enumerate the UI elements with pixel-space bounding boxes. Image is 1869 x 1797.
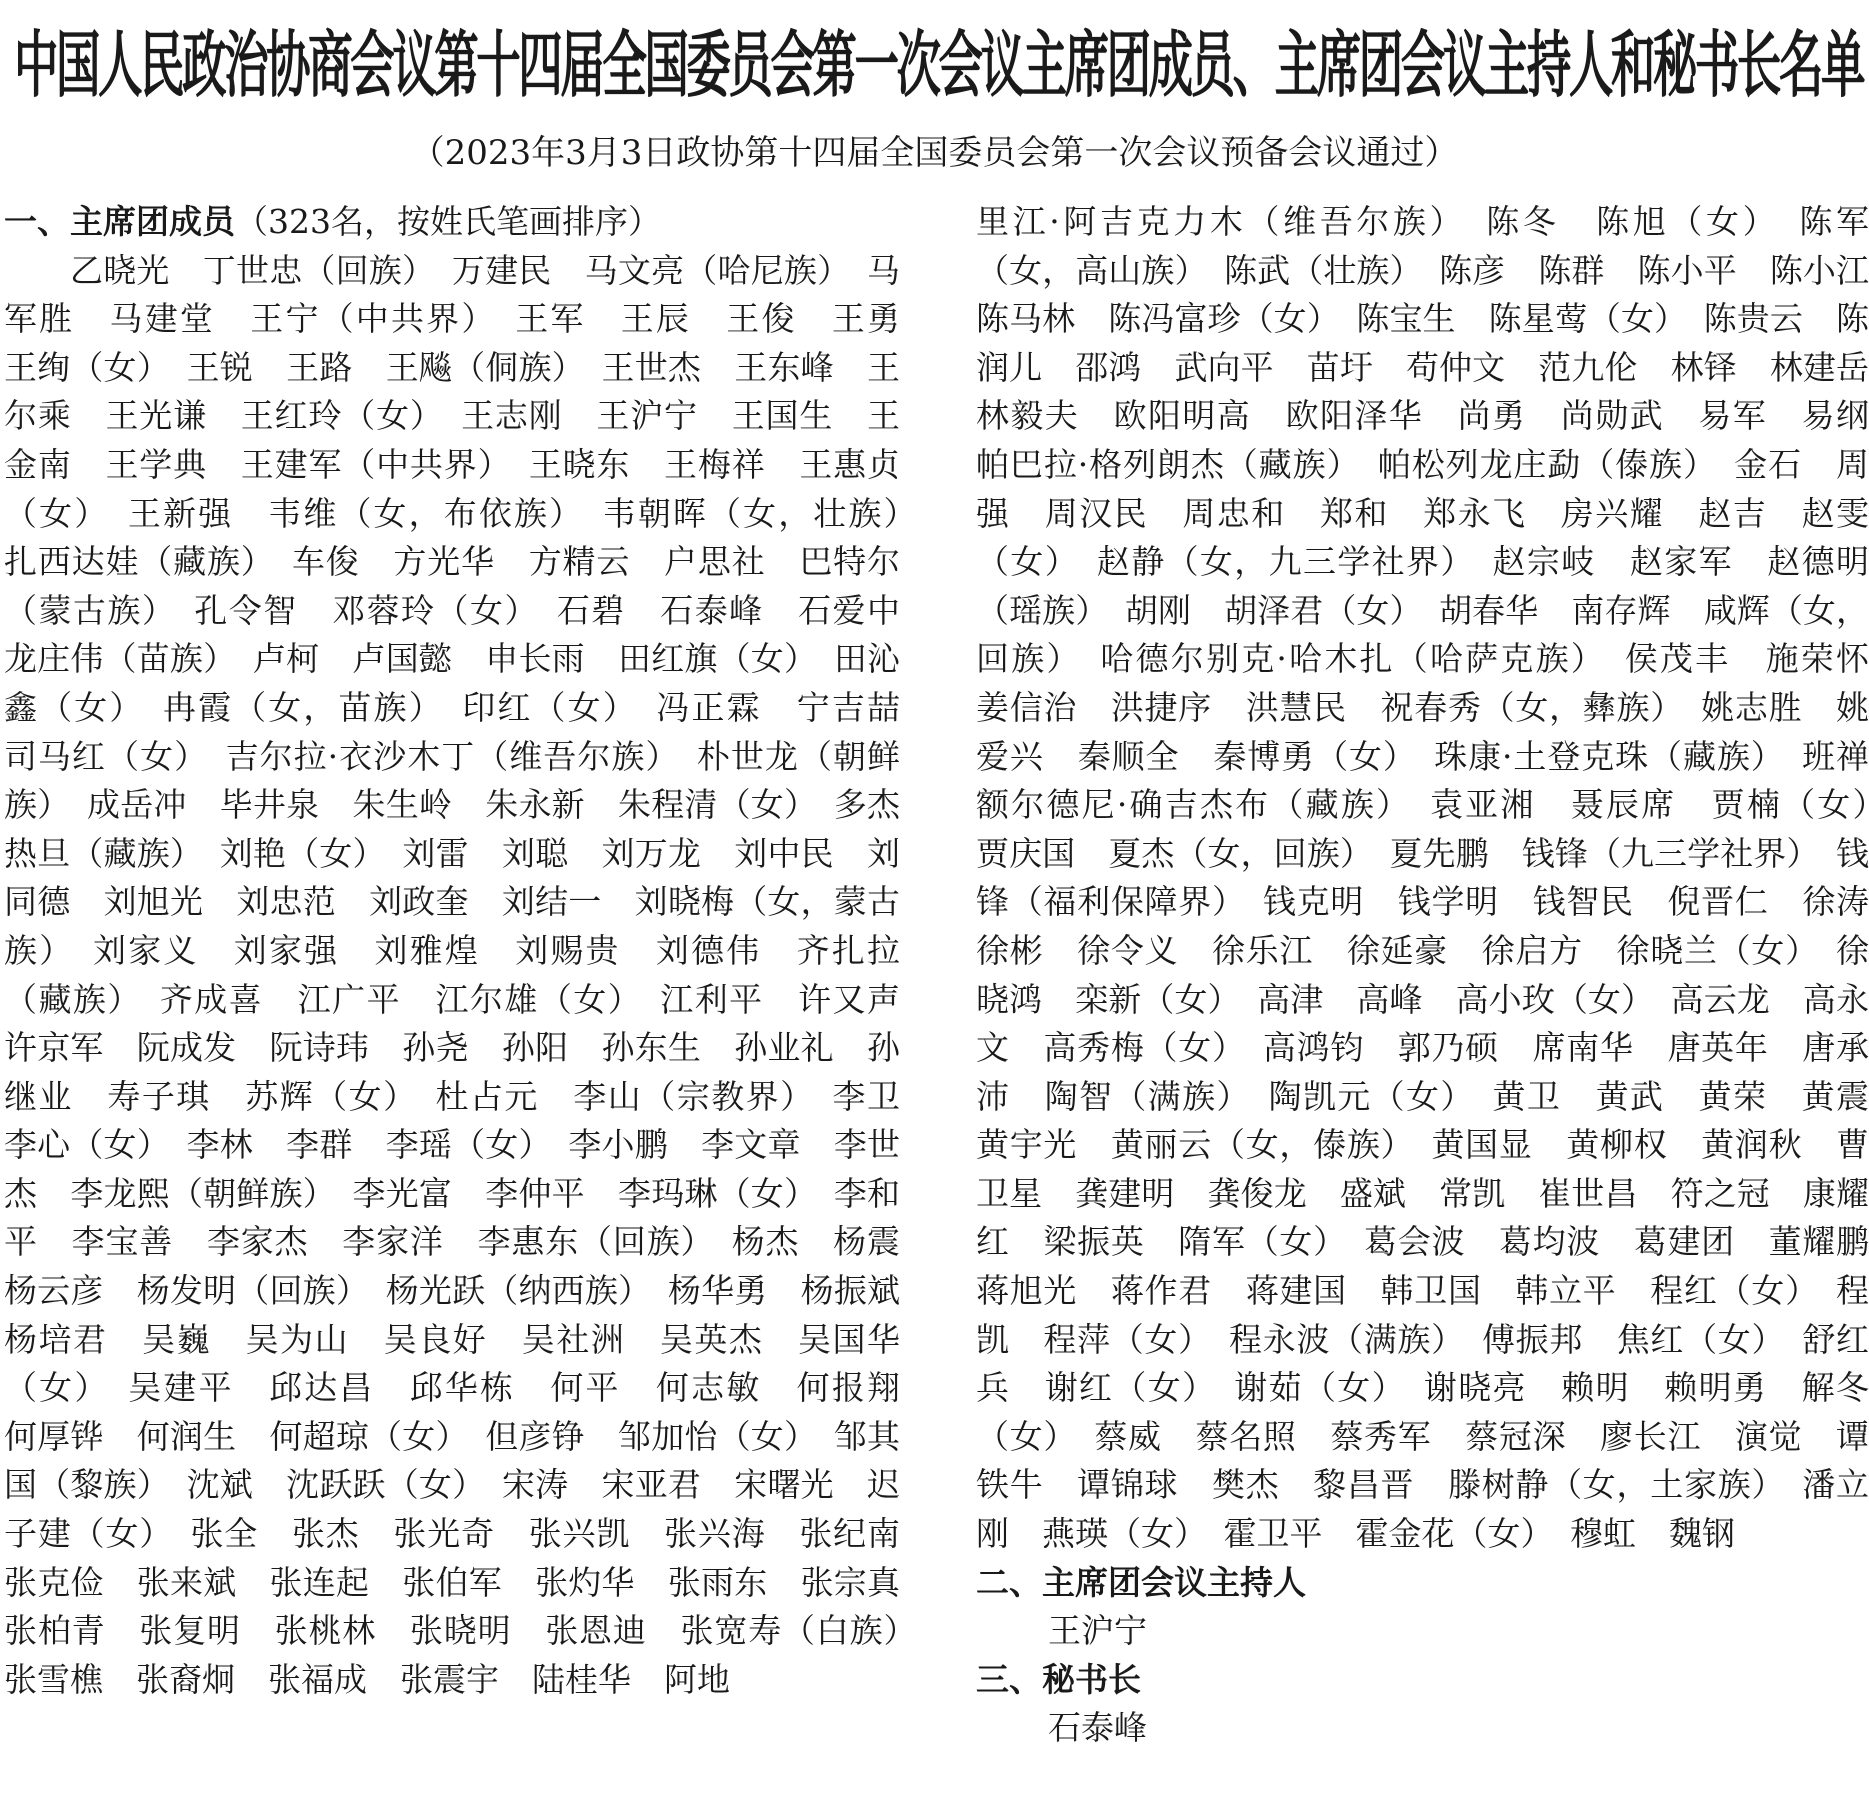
section3-heading: 三、秘书长 [976,1659,1141,1699]
section1-heading: 一、主席团成员 [4,202,235,241]
headline-area [0,0,1869,130]
page-title: 中国人民政治协商会议第十四届全国委员会第一次会议主席团成员、主席团会议主持人和秘书长名单 [14,23,1864,107]
section1-note: （323名，按姓氏笔画排序） [235,202,661,241]
section1-names-left: 乙晓光 丁世忠（回族） 万建民 马文亮（哈尼族） 马军胜 马建堂 王宁（中共界） 王军 王辰 王俊 王勇 王绚（女） 王锐 王路 王飚（侗族） 王世杰 王东峰 王尔乘 王光谦 王红玲（女） 王志刚 王沪宁 王国生 王金南 王学典 王建军（中共界） 王晓东 王梅祥 王惠贞（女） 王新强 韦维（女，布依族） 韦朝晖（女，壮族） 扎西达娃（藏族） 车俊 方光华 方精云 户思社 巴特尔（蒙古族） 孔令智 邓蓉玲（女） 石碧 石泰峰 石爱中 龙庄伟（苗族） 卢柯 卢国懿 申长雨 田红旗（女） 田沁鑫（女） 冉霞（女，苗族） 印红（女） 冯正霖 宁吉喆 司马红（女） 吉尔拉·衣沙木丁（维吾尔族） 朴世龙（朝鲜族） 成岳冲 毕井泉 朱生岭 朱永新 朱程清（女） 多杰热旦（藏族） 刘艳（女） 刘雷 刘聪 刘万龙 刘中民 刘同德 刘旭光 刘忠范 刘政奎 刘结一 刘晓梅（女，蒙古族） 刘家义 刘家强 刘雅煌 刘赐贵 刘德伟 齐扎拉（藏族） 齐成喜 江广平 江尔雄（女） 江利平 许又声 许京军 阮成发 阮诗玮 孙尧 孙阳 孙东生 孙业礼 孙继业 寿子琪 苏辉（女） 杜占元 李山（宗教界） 李卫 李心（女） 李林 李群 李瑶（女） 李小鹏 李文章 李世杰 李龙熙（朝鲜族） 李光富 李仲平 李玛琳（女） 李和平 李宝善 李家杰 李家洋 李惠东（回族） 杨杰 杨震 杨云彦 杨发明（回族） 杨光跃（纳西族） 杨华勇 杨振斌 杨培君 吴巍 吴为山 吴良好 吴社洲 吴英杰 吴国华（女） 吴建平 邱达昌 邱华栋 何平 何志敏 何报翔 何厚铧 何润生 何超琼（女） 但彦铮 邹加怡（女） 邹其国（黎族） 沈斌 沈跃跃（女） 宋涛 宋亚君 宋曙光 迟子建（女） 张全 张杰 张光奇 张兴凯 张兴海 张纪南 张克俭 张来斌 张连起 张伯军 张灼华 张雨东 张宗真 张柏青 张复明 张桃林 张晓明 张恩迪 张宽寿（白族） 张雪樵 张裔炯 张福成 张震宇 陆桂华 阿地 [4,250,933,1699]
page-subtitle: （2023年3月3日政协第十四届全国委员会第一次会议预备会议通过） [410,133,1459,173]
section1-names-right: 里江·阿吉克力木（维吾尔族） 陈冬 陈旭（女） 陈军（女，高山族） 陈武（壮族） 陈彦 陈群 陈小平 陈小江 陈马林 陈冯富珍（女） 陈宝生 陈星莺（女） 陈贵云 陈润儿 邵鸿 武向平 苗圩 苟仲文 范九伦 林铎 林建岳 林毅夫 欧阳明高 欧阳泽华 尚勇 尚勋武 易军 易纲 帕巴拉·格列朗杰（藏族） 帕松列龙庄勐（傣族） 金石 周强 周汉民 周忠和 郑和 郑永飞 房兴耀 赵吉 赵雯（女） 赵静（女，九三学社界） 赵宗岐 赵家军 赵德明（瑶族） 胡刚 胡泽君（女） 胡春华 南存辉 咸辉（女，回族） 哈德尔别克·哈木扎（哈萨克族） 侯茂丰 施荣怀 姜信治 洪捷序 洪慧民 祝春秀（女，彝族） 姚志胜 姚爱兴 秦顺全 秦博勇（女） 珠康·土登克珠（藏族） 班禅额尔德尼·确吉杰布（藏族） 袁亚湘 聂辰席 贾楠（女） 贾庆国 夏杰（女，回族） 夏先鹏 钱锋（九三学社界） 钱锋（福利保障界） 钱克明 钱学明 钱智民 倪晋仁 徐涛 徐彬 徐令义 徐乐江 徐延豪 徐启方 徐晓兰（女） 徐晓鸿 栾新（女） 高津 高峰 高小玫（女） 高云龙 高永文 高秀梅（女） 高鸿钧 郭乃硕 席南华 唐英年 唐承沛 陶智（满族） 陶凯元（女） 黄卫 黄武 黄荣 黄震 黄宇光 黄丽云（女，傣族） 黄国显 黄柳权 黄润秋 曹卫星 龚建明 龚俊龙 盛斌 常凯 崔世昌 符之冠 康耀红 梁振英 隋军（女） 葛会波 葛均波 葛建团 董耀鹏 蒋旭光 蒋作君 蒋建国 韩卫国 韩立平 程红（女） 程凯 程萍（女） 程永波（满族） 傅振邦 焦红（女） 舒红兵 谢红（女） 谢茹（女） 谢晓亮 赖明 赖明勇 解冬（女） 蔡威 蔡名照 蔡秀军 蔡冠深 廖长江 演觉 谭铁牛 谭锦球 樊杰 黎昌晋 滕树静（女，土家族） 潘立刚 燕瑛（女） 霍卫平 霍金花（女） 穆虹 魏钢 [976,202,1869,1554]
section3-names: 石泰峰 [1048,1708,1147,1748]
section2-heading: 二、主席团会议主持人 [976,1562,1306,1602]
right-column [976,198,1869,1797]
section1-header [4,198,900,247]
section2-names: 王沪宁 [1048,1611,1147,1651]
left-column [4,198,933,1797]
